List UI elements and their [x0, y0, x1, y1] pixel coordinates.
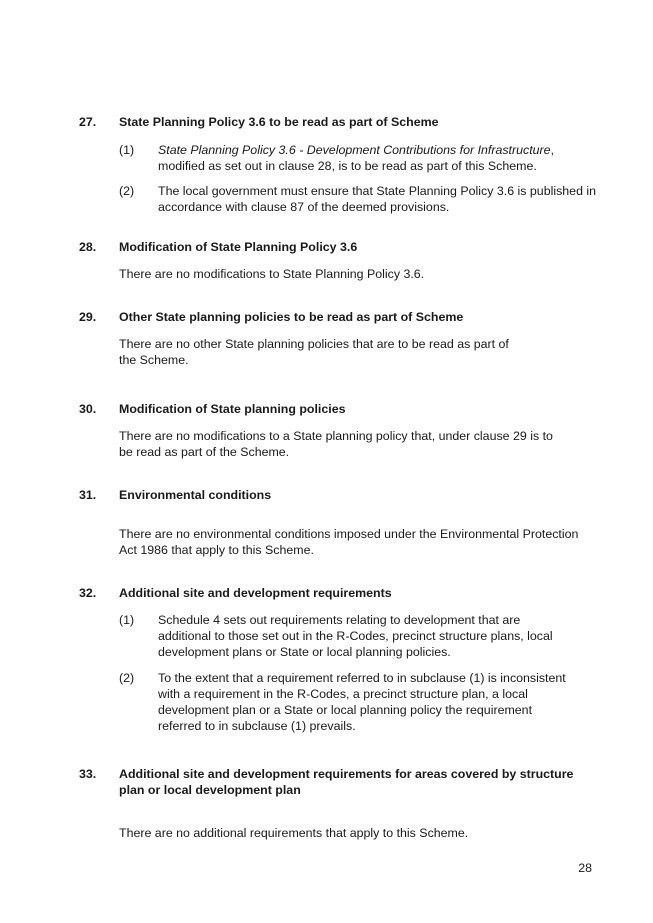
clause-number: 29. [79, 310, 97, 324]
subclause-1 [119, 612, 571, 660]
clause-title: State Planning Policy 3.6 to be read as part of Scheme [119, 115, 439, 129]
clause-heading [79, 487, 599, 503]
clause-30 [79, 401, 599, 460]
subclause-text: The local government must ensure that State Planning Policy 3.6 is published in accordance with clause 87 of the deemed provisions. [158, 184, 597, 214]
clause-title: Additional site and development requirements [119, 586, 392, 600]
clause-27 [79, 114, 599, 215]
subclause-text [158, 142, 555, 174]
subclause-number: (1) [119, 613, 135, 627]
clause-number: 33. [79, 767, 97, 781]
clause-heading [79, 309, 599, 325]
clause-31 [79, 487, 599, 558]
clause-title: Additional site and development requirements for areas covered by structure plan or local development plan [119, 767, 574, 797]
clause-text: There are no additional requirements that apply to this Scheme. [119, 826, 469, 840]
clause-33 [79, 766, 599, 841]
clause-heading [79, 585, 599, 601]
subclause-text: To the extent that a requirement referred to in subclause (1) is inconsistent with a requirement in the R-Codes, a precinct structure plan, a local development plan or a State or local planning policy the requirement referred to in subclause (1) prevails. [158, 671, 566, 733]
subclause-number: (1) [119, 143, 135, 157]
clause-title: Modification of State planning policies [119, 402, 346, 416]
page-number: 28 [578, 861, 592, 875]
clause-heading [79, 239, 599, 255]
clause-text: There are no environmental conditions imposed under the Environmental Protection Act 1986 that apply to this Scheme. [119, 527, 579, 557]
clause-29 [79, 309, 599, 368]
clause-heading [79, 401, 599, 417]
clause-number: 30. [79, 402, 97, 416]
subclause-text: Schedule 4 sets out requirements relating to development that are additional to those set out in the R-Codes, precinct structure plans, local development plans or State or local planning policies. [158, 613, 553, 659]
clause-28 [79, 239, 599, 282]
clause-text: There are no other State planning policies that are to be read as part of the Scheme. [119, 337, 509, 367]
clause-title: Other State planning policies to be read as part of Scheme [119, 310, 464, 324]
clause-heading [79, 766, 599, 798]
subclause-2 [119, 183, 599, 215]
clause-title: Environmental conditions [119, 488, 272, 502]
subclause-2 [119, 670, 571, 734]
clause-number: 28. [79, 240, 97, 254]
clause-title: Modification of State Planning Policy 3.6 [119, 240, 358, 254]
clause-number: 27. [79, 115, 97, 129]
subclause-number: (2) [119, 184, 135, 198]
subclause-1 [119, 142, 555, 174]
subclause-number: (2) [119, 671, 135, 685]
subclause-text-rest: , modified as set out in clause 28, is to be read as part of this Scheme. [158, 143, 555, 173]
clause-heading [79, 114, 599, 130]
clause-number: 31. [79, 488, 97, 502]
clause-text: There are no modifications to a State planning policy that, under clause 29 is to be read as part of the Scheme. [119, 429, 553, 459]
clause-number: 32. [79, 586, 97, 600]
clause-32 [79, 585, 599, 734]
clause-text: There are no modifications to State Planning Policy 3.6. [119, 267, 425, 281]
policy-title-italic: State Planning Policy 3.6 - Development Contributions for Infrastructure [158, 143, 551, 157]
